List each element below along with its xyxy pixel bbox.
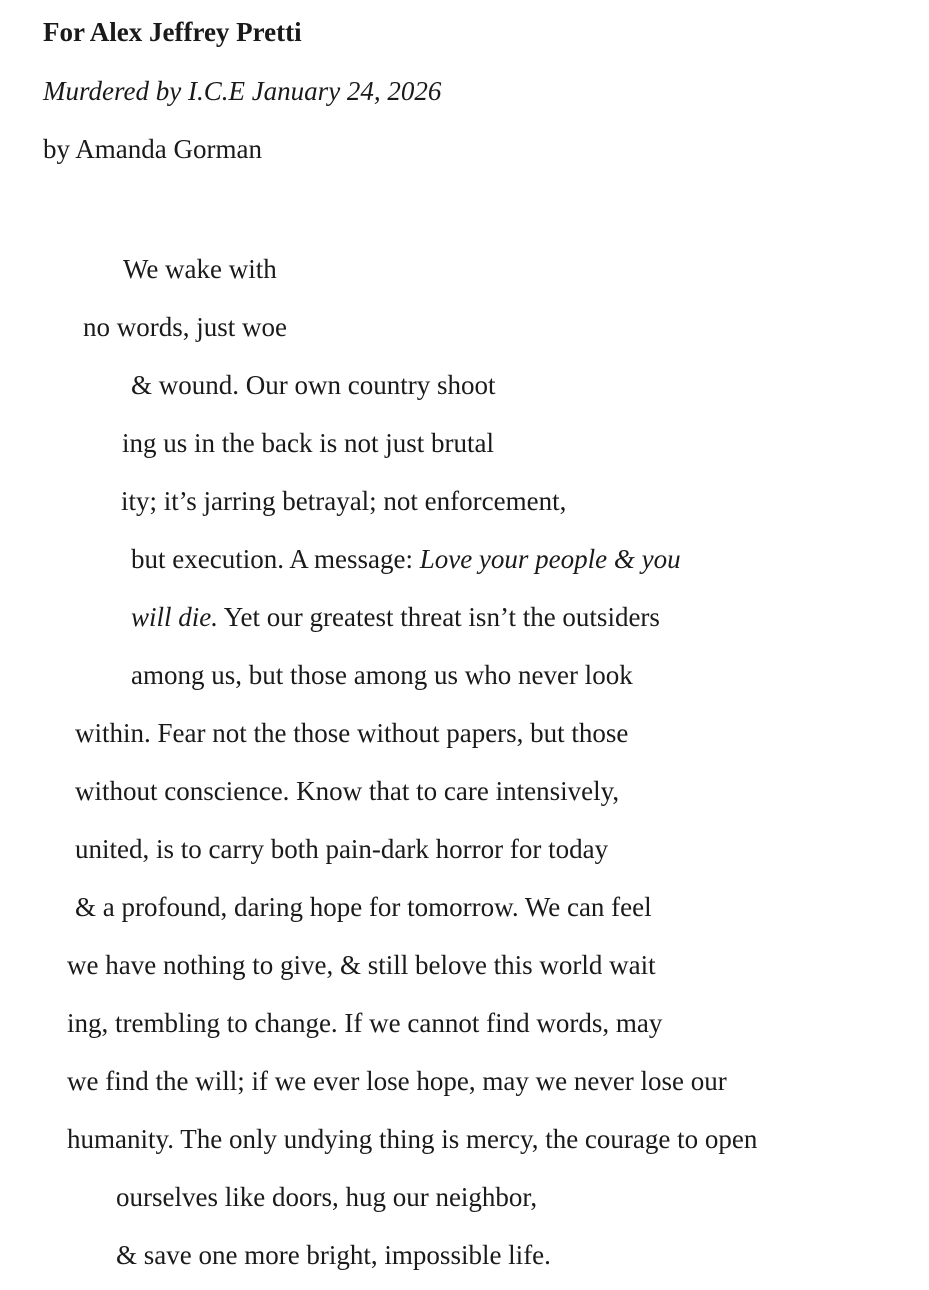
poem-title: For Alex Jeffrey Pretti: [43, 17, 302, 47]
poem-line: ourselves like doors, hug our neighbor,: [116, 1182, 538, 1212]
poem-author: by Amanda Gorman: [43, 134, 262, 164]
poem-line: we find the will; if we ever lose hope, may we never lose our: [67, 1066, 727, 1096]
poem-line: We wake with: [123, 254, 277, 284]
poem-line: humanity. The only undying thing is mercy, the courage to open: [67, 1124, 758, 1154]
poem-line: but execution. A message: Love your people & you: [131, 544, 681, 574]
poem-line: & a profound, daring hope for tomorrow. We can feel: [75, 892, 652, 922]
poem-line: ity; it’s jarring betrayal; not enforcement,: [121, 486, 567, 516]
poem-line: united, is to carry both pain-dark horror for today: [75, 834, 609, 864]
poem-line: we have nothing to give, & still belove this world wait: [67, 950, 656, 980]
poem-line: without conscience. Know that to care intensively,: [75, 776, 620, 806]
poem-line: & save one more bright, impossible life.: [116, 1240, 551, 1270]
poem-line: ing us in the back is not just brutal: [122, 428, 494, 458]
poem-line: within. Fear not the those without papers, but those: [75, 718, 629, 748]
poem-dedication: Murdered by I.C.E January 24, 2026: [43, 76, 442, 106]
poem-line: among us, but those among us who never look: [131, 660, 633, 690]
poem-line: ing, trembling to change. If we cannot find words, may: [67, 1008, 663, 1038]
poem-line: no words, just woe: [83, 312, 287, 342]
poem-line: will die. Yet our greatest threat isn’t the outsiders: [131, 602, 660, 632]
poem-line: & wound. Our own country shoot: [131, 370, 496, 400]
